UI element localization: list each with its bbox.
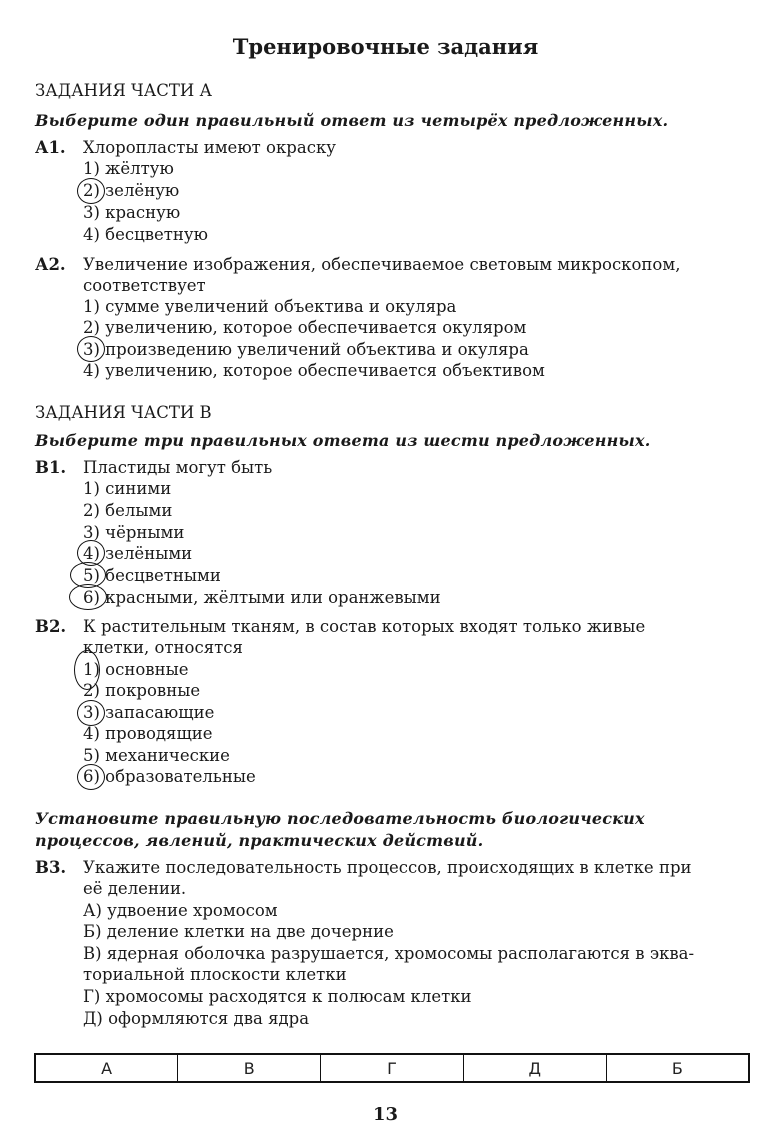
b3-option-g: Г) хромосомы расходятся к полюсам клетки (83, 987, 472, 1006)
question-b2-text-line2: клетки, относятся (83, 638, 243, 657)
answer-cell-1[interactable]: А (35, 1054, 178, 1082)
b1-option-6: 6) красными, жёлтыми или оранжевыми (83, 588, 441, 607)
part-b-instruction-2-line2: процессов, явлений, практических действий. (35, 831, 484, 850)
answer-circle-mark (77, 700, 105, 726)
question-b2-text-line1: К растительным тканям, в состав которых входят только живые (83, 617, 646, 636)
b2-option-6: 6) образовательные (83, 767, 256, 786)
answer-circle-mark (77, 764, 105, 790)
question-a1-number: А1. (35, 138, 66, 157)
a2-option-1: 1) сумме увеличений объектива и окуляра (83, 297, 457, 316)
answer-table (34, 1053, 750, 1083)
a2-option-2: 2) увеличению, которое обеспечивается окуляром (83, 318, 527, 337)
a1-option-1: 1) жёлтую (83, 159, 174, 178)
question-b1-number: В1. (35, 458, 67, 477)
a2-option-3: 3) произведению увеличений объектива и окуляра (83, 340, 529, 359)
b3-option-v-line2: ториальной плоскости клетки (83, 965, 347, 984)
b2-option-2: 2) покровные (83, 681, 201, 700)
part-b-instruction-2-line1: Установите правильную последовательность биологических (35, 809, 645, 828)
a2-option-4: 4) увеличению, которое обеспечивается объективом (83, 361, 545, 380)
b3-option-a: А) удвоение хромосом (83, 901, 278, 920)
page-number: 13 (372, 1104, 399, 1125)
question-b3-text-line1: Укажите последовательность процессов, происходящих в клетке при (83, 858, 692, 877)
b2-option-4: 4) проводящие (83, 724, 213, 743)
answer-cell-3[interactable]: Г (321, 1054, 464, 1082)
question-a2-text-line1: Увеличение изображения, обеспечиваемое световым микроскопом, (83, 255, 681, 274)
part-a-heading: ЗАДАНИЯ ЧАСТИ А (35, 81, 213, 100)
page-title: Тренировочные задания (232, 34, 539, 59)
part-a-instruction: Выберите один правильный ответ из четырёх предложенных. (35, 111, 669, 130)
question-b3-text-line2: её делении. (83, 879, 187, 898)
a1-option-2: 2) зелёную (83, 181, 180, 200)
answer-circle-mark (69, 584, 107, 610)
answer-cell-4[interactable]: Д (463, 1054, 606, 1082)
question-a1-text: Хлоропласты имеют окраску (83, 138, 336, 157)
question-b3-number: В3. (35, 858, 67, 877)
b1-option-3: 3) чёрными (83, 523, 185, 542)
b3-option-v-line1: В) ядерная оболочка разрушается, хромосомы располагаются в эква- (83, 944, 695, 963)
b1-option-5: 5) бесцветными (83, 566, 221, 585)
b1-option-4: 4) зелёными (83, 544, 193, 563)
question-a2-text-line2: соответствует (83, 276, 206, 295)
answer-circle-mark (74, 650, 100, 690)
answer-cell-5[interactable]: Б (606, 1054, 749, 1082)
b3-option-d: Д) оформляются два ядра (83, 1009, 310, 1028)
b2-option-1: 1) основные (83, 660, 189, 679)
b2-option-5: 5) механические (83, 746, 230, 765)
question-b1-text: Пластиды могут быть (83, 458, 273, 477)
answer-circle-mark (77, 178, 105, 204)
answer-cell-2[interactable]: В (178, 1054, 321, 1082)
a1-option-3: 3) красную (83, 203, 181, 222)
a1-option-4: 4) бесцветную (83, 225, 208, 244)
b3-option-b: Б) деление клетки на две дочерние (83, 922, 394, 941)
question-b2-number: В2. (35, 617, 67, 636)
b1-option-2: 2) белыми (83, 501, 173, 520)
b1-option-1: 1) синими (83, 479, 172, 498)
answer-circle-mark (77, 336, 105, 362)
question-a2-number: А2. (35, 255, 66, 274)
part-b-heading: ЗАДАНИЯ ЧАСТИ В (35, 403, 212, 422)
b2-option-3: 3) запасающие (83, 703, 215, 722)
part-b-instruction: Выберите три правильных ответа из шести предложенных. (35, 431, 651, 450)
